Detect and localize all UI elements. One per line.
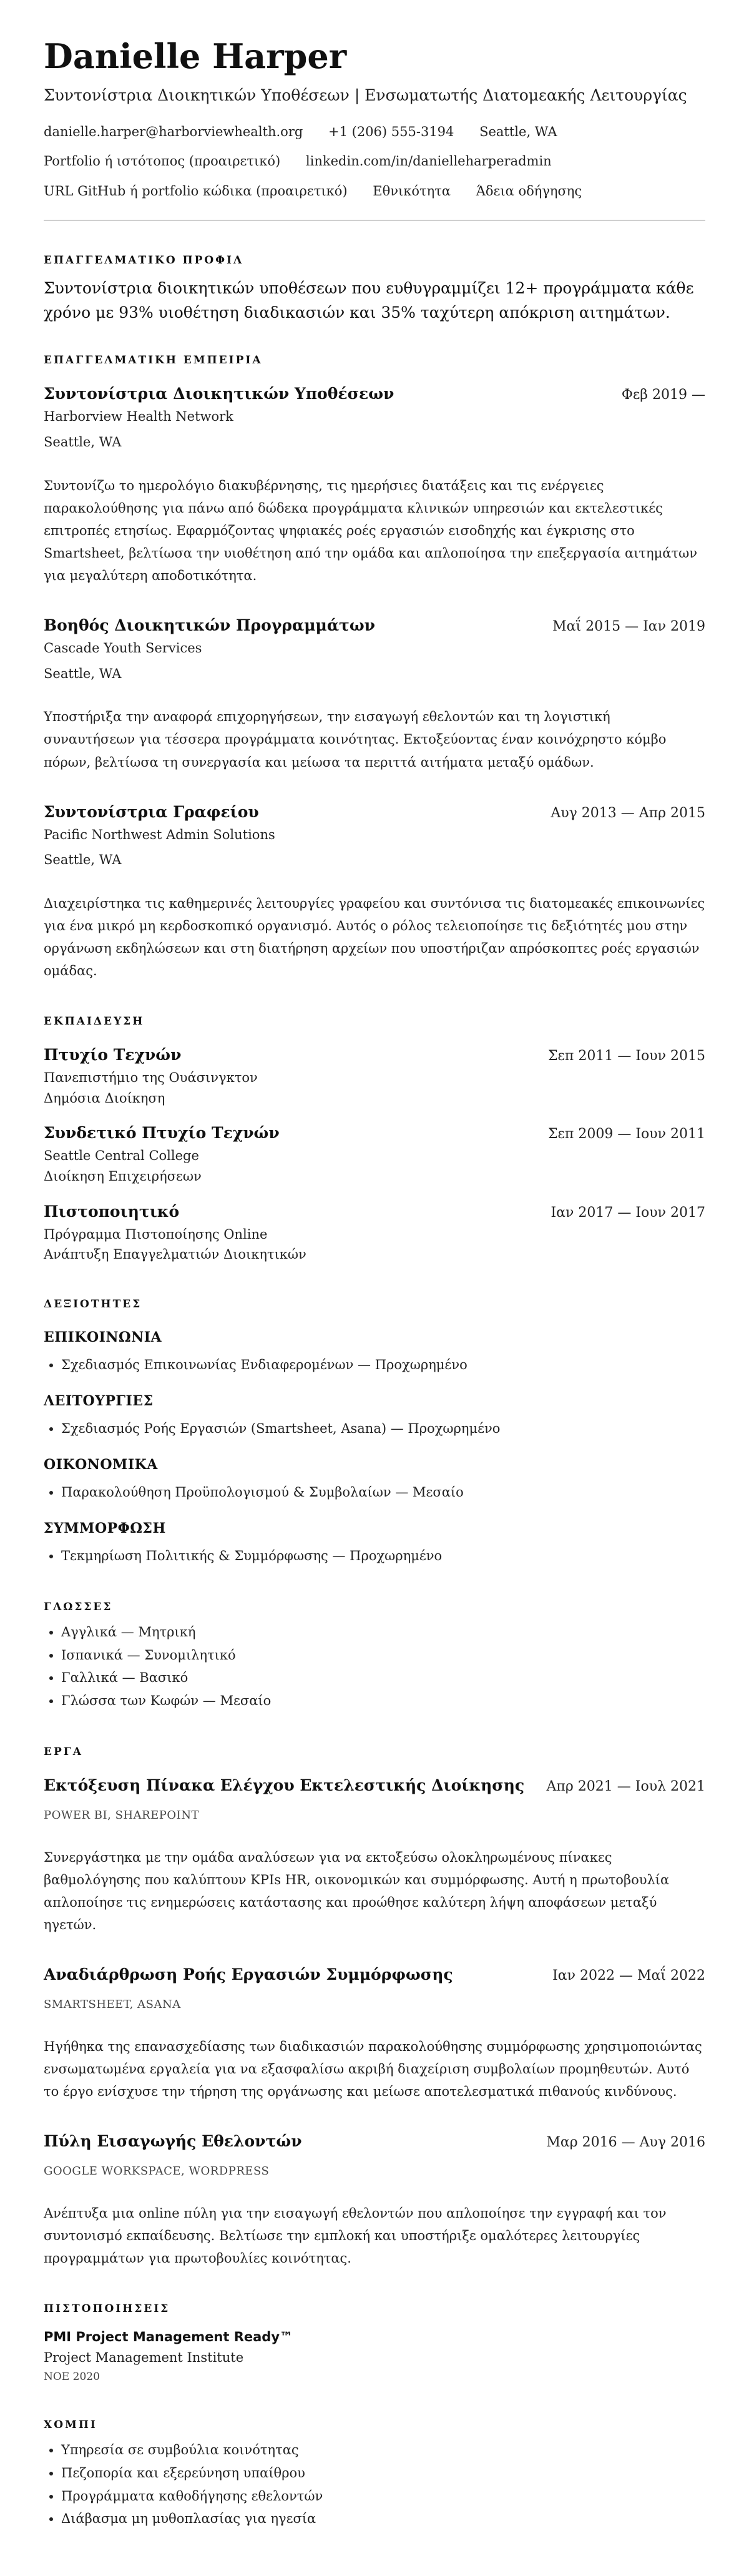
education-entry [44,1043,705,1108]
skills-heading: ΔΕΞΙΟΤΗΤΕΣ [44,1297,142,1310]
education-section [44,1013,705,1264]
skill-list [44,1545,705,1568]
education-heading: ΕΚΠΑΙΔΕΥΣΗ [44,1015,145,1028]
project-entry [44,1773,705,1936]
candidate-name: Danielle Harper [44,36,347,76]
contact-license: Άδεια οδήγησης [476,183,582,199]
project-date: Απρ 2021 — Ιουλ 2021 [546,1778,705,1794]
experience-company: Pacific Northwest Admin Solutions [44,827,275,842]
project-description: Ηγήθηκα της επανασχεδίασης των διαδικασιών παρακολούθησης συμμόρφωσης χρησιμοποιώντας ενσωματωμένα εργαλεία για να εξασφαλίσω ακριβή διαχείριση συμβολαίων προμηθευτών. Αυτό το έργο ενίσχυσε την τήρηση της οργάνωσης και μείωσε αποτελεσματικά πιθανούς κινδύνους. [44,2039,702,2100]
project-date: Μαρ 2016 — Αυγ 2016 [546,2135,705,2151]
skill-item: • Σχεδιασμός Επικοινωνίας Ενδιαφερομένων — Προχωρημένο [61,1354,705,1377]
skill-list [44,1481,705,1504]
education-date: Ιαν 2017 — Ιουν 2017 [551,1204,705,1221]
skill-item: • Τεκμηρίωση Πολιτικής & Συμμόρφωσης — Προχωρημένο [61,1545,705,1568]
project-description: Συνεργάστηκα με την ομάδα αναλύσεων για να εκτοξεύσω ολοκληρωμένους πίνακες βαθμολόγησης που καλύπτουν KPIs HR, οικονομικών και συμμόρφωσης. Αυτή η πρωτοβουλία απλοποίησε τις ενημερώσεις κατάστασης και προώθησε καλύτερη λήψη αποφάσεων μεταξύ ηγετών. [44,1849,670,1933]
contact-phone[interactable]: +1 (206) 555-3194 [328,124,454,139]
project-name: Πύλη Εισαγωγής Εθελοντών [44,2132,302,2151]
skill-list [44,1354,705,1377]
language-item: • Γαλλικά — Βασικό [61,1666,705,1689]
project-tech: POWER BI, SHAREPOINT [44,1808,200,1822]
education-date: Σεπ 2009 — Ιουν 2011 [547,1126,705,1143]
contact-linkedin[interactable]: linkedin.com/in/danielleharperadmin [305,154,552,169]
contact-row-links [44,151,705,172]
project-entry [44,1962,705,2103]
contact-row-primary [44,122,705,143]
experience-entry [44,613,705,773]
project-name: Εκτόξευση Πίνακα Ελέγχου Εκτελεστικής Διοίκησης [44,1776,525,1794]
experience-location: Seattle, WA [44,852,122,868]
language-item: • Αγγλικά — Μητρική [61,1621,705,1644]
skill-category: ΟΙΚΟΝΟΜΙΚΑ [44,1456,158,1473]
experience-description: Υποστήριξα την αναφορά επιχορηγήσεων, την εισαγωγή εθελοντών και τη λογιστική συναυτήσεων για τέσσερα προγράμματα κοινότητας. Εκτοξεύοντας έναν κοινόχρηστο κόμβο πόρων, βελτίωσα τη συνεργασία και μείωσα τα περιττά αιτήματα μεταξύ ομάδων. [44,709,667,770]
project-name: Αναδιάρθρωση Ροής Εργασιών Συμμόρφωσης [44,1965,453,1984]
hobby-list [44,2439,705,2530]
languages-heading: ΓΛΩΣΣΕΣ [44,1600,113,1613]
experience-heading: ΕΠΑΓΓΕΛΜΑΤΙΚΗ ΕΜΠΕΙΡΙΑ [44,354,263,367]
experience-description: Συντονίζω το ημερολόγιο διακυβέρνησης, τις ημερήσιες διατάξεις και τις ενέργειες παρακολούθησης για πάνω από δώδεκα προγράμματα κλινικών υπηρεσιών και εκτελεστικές επιτροπές ετησίως. Εφαρμόζοντας ψηφιακές ροές εργασιών εισοδηχής και έγκρισης στο Smartsheet, βελτίωσα την υιοθέτηση από την ομάδα και απλοποίησα την επεξεργασία αιτημάτων για μεγαλύτερη αποδοτικότητα. [44,478,697,584]
projects-section [44,1744,705,2270]
experience-location: Seattle, WA [44,435,122,450]
experience-company: Cascade Youth Services [44,641,202,656]
experience-entry [44,800,705,983]
contact-email[interactable]: danielle.harper@harborviewhealth.org [44,124,303,139]
experience-role: Βοηθός Διοικητικών Προγραμμάτων [44,616,376,635]
hobbies-heading: ΧΟΜΠΙ [44,2419,97,2432]
project-date: Ιαν 2022 — Μαΐ 2022 [552,1968,705,1984]
skill-category: ΛΕΙΤΟΥΡΓΙΕΣ [44,1392,154,1409]
certification-issuer: Project Management Institute [44,2350,244,2366]
project-description: Ανέπτυξα μια online πύλη για την εισαγωγή εθελοντών που απλοποίησε την εγγραφή και τον συντονισμό εκπαίδευσης. Βελτίωσε την εμπλοκή και υποστήριξε ομαλότερες λειτουργίες προγραμμάτων για πρωτοβουλίες κοινότητας. [44,2206,667,2266]
education-degree: Πιστοποιητικό [44,1202,180,1221]
skill-list [44,1417,705,1440]
skill-item: • Παρακολούθηση Προϋπολογισμού & Συμβολαίων — Μεσαίο [61,1481,705,1504]
language-item: • Ισπανικά — Συνομιλητικό [61,1644,705,1667]
education-field: Διοίκηση Επιχειρήσεων [44,1169,202,1184]
language-item: • Γλώσσα των Κωφών — Μεσαίο [61,1689,705,1713]
certification-name: PMI Project Management Ready™ [44,2329,293,2344]
project-entry [44,2129,705,2269]
hobby-item: • Διάβασμα μη μυθοπλασίας για ηγεσία [61,2507,705,2530]
experience-date: Φεβ 2019 — [621,387,705,403]
education-entry [44,1199,705,1265]
languages-section [44,1599,705,1713]
experience-company: Harborview Health Network [44,409,233,425]
hobby-item: • Πεζοπορία και εξερεύνηση υπαίθρου [61,2462,705,2485]
hobbies-section [44,2417,705,2530]
skill-item: • Σχεδιασμός Ροής Εργασιών (Smartsheet, Asana) — Προχωρημένο [61,1417,705,1440]
education-school: Πανεπιστήμιο της Ουάσινγκτον [44,1070,258,1086]
experience-section [44,352,705,982]
language-list [44,1621,705,1713]
profile-summary: Συντονίστρια διοικητικών υποθέσεων που ευθυγραμμίζει 12+ προγράμματα κάθε χρόνο με 93% υιοθέτηση διαδικασιών και 35% ταχύτερη απόκριση αιτημάτων. [44,278,694,322]
certification-date: ΝΟΕ 2020 [44,2370,100,2383]
experience-location: Seattle, WA [44,666,122,681]
skills-section [44,1296,705,1568]
experience-role: Συντονίστρια Διοικητικών Υποθέσεων [44,385,394,403]
candidate-headline: Συντονίστρια Διοικητικών Υποθέσεων | Ενσωματωτής Διατομεακής Λειτουργίας [44,86,687,104]
contact-github[interactable]: URL GitHub ή portfolio κώδικα (προαιρετικό) [44,183,348,199]
contact-location: Seattle, WA [479,124,557,139]
education-date: Σεπ 2011 — Ιουν 2015 [547,1048,705,1064]
contact-row-extra [44,181,705,202]
education-degree: Πτυχίο Τεχνών [44,1046,182,1064]
experience-entry [44,381,705,587]
profile-section [44,252,705,325]
experience-role: Συντονίστρια Γραφείου [44,802,259,821]
hobby-item: • Υπηρεσία σε συμβούλια κοινότητας [61,2439,705,2462]
education-field: Δημόσια Διοίκηση [44,1090,165,1106]
project-tech: SMARTSHEET, ASANA [44,1998,181,2012]
education-entry [44,1121,705,1186]
experience-description: Διαχειρίστηκα τις καθημερινές λειτουργίες γραφείου και συντόνισα τις διατομεακές επικοινωνίες για ένα μικρό μη κερδοσκοπικό οργανισμό. Αυτός ο ρόλος τελειοποίησε τις δεξιότητές μου στην οργάνωση εκδηλώσεων και στη διατήρηση αρχείων που υποστήριζαν απρόσκοπτες ροές εργασιών ομάδας. [44,895,705,979]
experience-date: Μαΐ 2015 — Ιαν 2019 [552,619,705,635]
projects-heading: ΕΡΓΑ [44,1745,83,1758]
skill-category: ΕΠΙΚΟΙΝΩΝΙΑ [44,1329,162,1345]
hobby-item: • Προγράμματα καθοδήγησης εθελοντών [61,2485,705,2508]
project-tech: GOOGLE WORKSPACE, WORDPRESS [44,2165,270,2178]
education-school: Seattle Central College [44,1148,199,1164]
skill-category: ΣΥΜΜΟΡΦΩΣΗ [44,1520,166,1536]
resume-header [44,36,705,202]
contact-portfolio[interactable]: Portfolio ή ιστότοπος (προαιρετικό) [44,154,281,169]
education-field: Ανάπτυξη Επαγγελματιών Διοικητικών [44,1247,306,1262]
education-degree: Συνδετικό Πτυχίο Τεχνών [44,1124,280,1143]
contact-nationality: Εθνικότητα [373,183,451,199]
profile-heading: ΕΠΑΓΓΕΛΜΑΤΙΚΟ ΠΡΟΦΙΛ [44,253,244,267]
certifications-heading: ΠΙΣΤΟΠΟΙΗΣΕΙΣ [44,2303,170,2316]
education-school: Πρόγραμμα Πιστοποίησης Online [44,1226,268,1242]
experience-date: Αυγ 2013 — Απρ 2015 [551,805,705,821]
certifications-section [44,2301,705,2386]
header-divider [44,220,705,221]
